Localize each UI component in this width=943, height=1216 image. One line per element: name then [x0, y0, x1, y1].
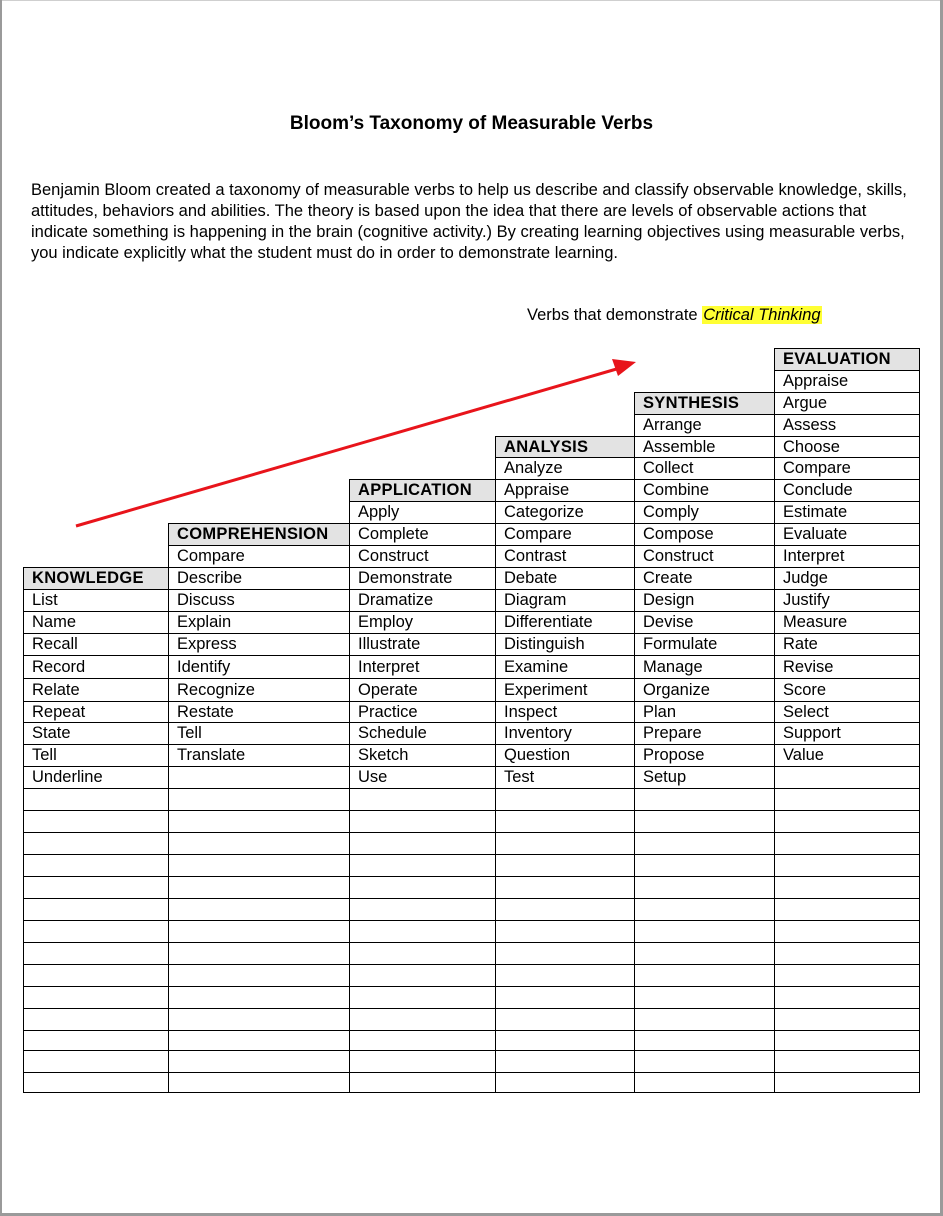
verb-cell: Combine: [643, 481, 710, 499]
verb-cell: Interpret: [358, 657, 420, 676]
verb-cell: Name: [32, 613, 77, 631]
verb-cell: Employ: [358, 613, 414, 631]
verb-cell: Recognize: [177, 680, 255, 699]
verb-cell: Organize: [643, 680, 710, 699]
verb-cell: Construct: [358, 547, 429, 565]
verb-cell: Recall: [32, 635, 78, 653]
verb-cell: Judge: [783, 569, 828, 587]
verb-cell: Identify: [177, 657, 231, 676]
verb-cell: Choose: [783, 437, 840, 456]
verb-cell: Revise: [783, 657, 834, 676]
verb-cell: Contrast: [504, 547, 567, 565]
verb-cell: Interpret: [783, 547, 845, 565]
verb-cell: Relate: [32, 680, 80, 699]
verb-cell: Argue: [783, 394, 828, 412]
verb-cell: Measure: [783, 613, 848, 631]
verb-cell: Arrange: [643, 416, 702, 434]
verb-cell: Test: [504, 768, 535, 786]
verb-cell: Describe: [177, 569, 243, 587]
verb-cell: Score: [783, 680, 827, 699]
verb-cell: Estimate: [783, 503, 848, 521]
verb-cell: Compare: [783, 459, 851, 477]
column-header-knowledge: KNOWLEDGE: [23, 567, 168, 589]
verb-cell: Inventory: [504, 724, 572, 742]
document-title: Bloom’s Taxonomy of Measurable Verbs: [289, 113, 654, 134]
verb-cell: Experiment: [504, 680, 588, 699]
verb-cell: Distinguish: [504, 635, 585, 653]
verb-cell: Practice: [358, 702, 418, 721]
verb-cell: Express: [177, 635, 237, 653]
verb-cell: Plan: [643, 702, 677, 721]
verb-cell: Repeat: [32, 702, 86, 721]
verb-cell: Tell: [32, 746, 57, 764]
verb-cell: Select: [783, 702, 829, 721]
verb-cell: Evaluate: [783, 525, 848, 543]
verb-cell: Diagram: [504, 591, 567, 609]
verb-cell: Appraise: [783, 372, 849, 390]
column-header-comprehension: COMPREHENSION: [168, 523, 349, 545]
verb-cell: Collect: [643, 459, 694, 477]
verb-cell: Analyze: [504, 459, 563, 477]
verb-cell: Justify: [783, 591, 830, 609]
verb-cell: Inspect: [504, 702, 558, 721]
verb-cell: Prepare: [643, 724, 702, 742]
verb-cell: List: [32, 591, 58, 609]
critical-thinking-highlight: Critical Thinking: [703, 306, 821, 324]
verb-cell: Examine: [504, 657, 569, 676]
verb-cell: Apply: [358, 503, 400, 521]
verb-cell: Compare: [177, 547, 245, 565]
verb-cell: Sketch: [358, 746, 409, 764]
verb-cell: Comply: [643, 503, 699, 521]
verb-cell: Translate: [177, 746, 246, 764]
verb-cell: Conclude: [783, 481, 853, 499]
verb-cell: Manage: [643, 657, 703, 676]
verb-cell: Compose: [643, 525, 714, 543]
verb-cell: Assemble: [643, 437, 716, 456]
verb-cell: Question: [504, 746, 571, 764]
verb-cell: Operate: [358, 680, 418, 699]
verb-cell: Demonstrate: [358, 569, 453, 587]
column-header-analysis: ANALYSIS: [495, 436, 634, 457]
column-header-evaluation: EVALUATION: [774, 348, 919, 370]
verb-cell: Tell: [177, 724, 202, 742]
verb-cell: Assess: [783, 416, 837, 434]
column-header-application: APPLICATION: [349, 479, 495, 501]
verb-cell: Schedule: [358, 724, 427, 742]
column-header-synthesis: SYNTHESIS: [634, 392, 774, 414]
verb-cell: Appraise: [504, 481, 570, 499]
verb-cell: Complete: [358, 525, 429, 543]
verb-cell: Devise: [643, 613, 694, 631]
verb-cell: Debate: [504, 569, 558, 587]
verb-cell: Propose: [643, 746, 705, 764]
verb-cell: Value: [783, 746, 824, 764]
verb-cell: Categorize: [504, 503, 584, 521]
verb-cell: Rate: [783, 635, 818, 653]
verb-cell: Formulate: [643, 635, 718, 653]
verb-cell: Record: [32, 657, 86, 676]
verb-cell: State: [32, 724, 71, 742]
critical-thinking-prefix: Verbs that demonstrate: [527, 306, 703, 324]
verb-cell: Illustrate: [358, 635, 421, 653]
intro-paragraph: Benjamin Bloom created a taxonomy of measurable verbs to help us describe and classify observable knowledge, skills, attitudes, behaviors and abilities. The theory is based upon the idea that there are levels of observable actions that indicate something is happening in the brain (cognitive activity.) By creating learning objectives using measurable verbs, you indicate explicitly what the student must do in order to demonstrate learning.: [31, 181, 907, 262]
verb-cell: Setup: [643, 768, 687, 786]
verb-cell: Differentiate: [504, 613, 593, 631]
verb-cell: Compare: [504, 525, 572, 543]
verb-cell: Explain: [177, 613, 232, 631]
verb-cell: Create: [643, 569, 693, 587]
verb-cell: Dramatize: [358, 591, 434, 609]
verb-cell: Support: [783, 724, 841, 742]
verb-cell: Construct: [643, 547, 714, 565]
verb-cell: Use: [358, 768, 388, 786]
verb-cell: Discuss: [177, 591, 235, 609]
verb-cell: Design: [643, 591, 695, 609]
verb-cell: Restate: [177, 702, 234, 721]
verb-cell: Underline: [32, 768, 103, 786]
